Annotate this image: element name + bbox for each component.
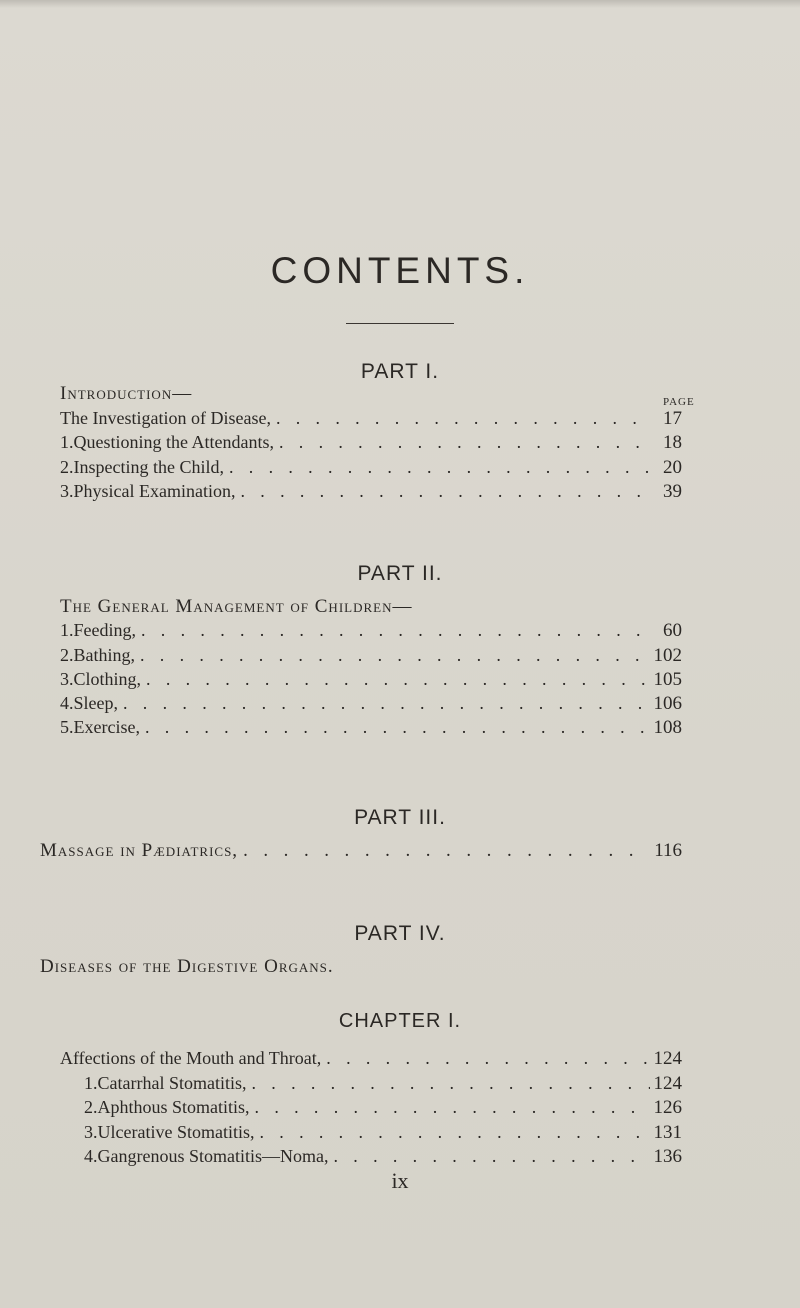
page-column-label: PAGE <box>663 396 695 408</box>
dot-leader <box>240 481 652 502</box>
toc-entry-number: 3. <box>84 1122 98 1142</box>
toc-entry[interactable] <box>84 1122 682 1148</box>
toc-entry-text: Feeding, <box>73 620 136 640</box>
toc-entry[interactable] <box>60 669 682 695</box>
dot-leader <box>140 645 650 666</box>
toc-entry-number: 1. <box>84 1073 98 1093</box>
toc-entry-page: 39 <box>663 481 682 502</box>
page-edge-shadow <box>0 0 800 8</box>
toc-entry-number: 4. <box>60 693 74 713</box>
dot-leader <box>123 693 650 714</box>
toc-entry-number: 2. <box>60 457 74 477</box>
toc-entry[interactable] <box>60 717 682 743</box>
toc-entry-text: Clothing, <box>73 669 142 689</box>
toc-entry-number: 1. <box>60 432 74 452</box>
toc-entry-text: Catarrhal Stomatitis, <box>97 1073 247 1093</box>
dot-leader <box>141 620 652 641</box>
toc-entry-number: 4. <box>84 1146 98 1166</box>
dot-leader <box>243 840 650 862</box>
toc-entry-text: The Investigation of Disease, <box>60 408 271 428</box>
toc-entry-page: 18 <box>663 432 682 453</box>
toc-entry[interactable] <box>60 408 682 434</box>
dot-leader <box>279 432 652 453</box>
toc-entry-text: Bathing, <box>73 645 135 665</box>
toc-entry-text: Aphthous Stomatitis, <box>97 1097 250 1117</box>
toc-entry[interactable] <box>60 432 682 458</box>
toc-entry-page: 124 <box>653 1048 682 1069</box>
toc-entry[interactable] <box>84 1097 682 1123</box>
dot-leader <box>326 1048 649 1069</box>
toc-entry-number: 3. <box>60 669 74 689</box>
contents-heading: CONTENTS. <box>270 250 530 291</box>
toc-entry[interactable] <box>60 1048 682 1074</box>
dot-leader <box>276 408 652 429</box>
toc-entry[interactable] <box>60 620 682 646</box>
toc-entry-text: Ulcerative Stomatitis, <box>97 1122 255 1142</box>
toc-entry-page: 108 <box>653 717 682 738</box>
dot-leader <box>333 1146 649 1167</box>
toc-entry[interactable] <box>60 481 682 507</box>
toc-entry-page: 102 <box>653 645 682 666</box>
toc-entry-text: Gangrenous Stomatitis—Noma, <box>97 1146 329 1166</box>
toc-entry-page: 131 <box>653 1122 682 1143</box>
toc-entry-text: Inspecting the Child, <box>73 457 224 477</box>
dot-leader <box>251 1073 649 1094</box>
toc-entry-page: 136 <box>653 1146 682 1167</box>
toc-entry-page: 17 <box>663 408 682 429</box>
page-folio: ix <box>391 1168 409 1193</box>
dot-leader <box>229 457 652 478</box>
toc-entry-number: 2. <box>60 645 74 665</box>
toc-entry-number: 3. <box>60 481 74 501</box>
part-4-title: PART IV. <box>354 922 446 945</box>
toc-entry-text: Questioning the Attendants, <box>73 432 274 452</box>
toc-entry-number: 5. <box>60 717 74 737</box>
heading-rule <box>346 323 454 324</box>
part-4-section-heading: Diseases of the Digestive Organs. <box>40 956 334 977</box>
dot-leader <box>259 1122 649 1143</box>
part-3-title: PART III. <box>354 806 446 829</box>
toc-entry[interactable] <box>60 645 682 671</box>
dot-leader <box>146 669 649 690</box>
toc-entry-text: Massage in Pædiatrics, <box>40 840 239 861</box>
toc-entry-page: 60 <box>663 620 682 641</box>
dot-leader <box>145 717 650 738</box>
toc-entry-page: 126 <box>653 1097 682 1118</box>
part-2-section-heading: The General Management of Children— <box>60 596 413 617</box>
toc-entry-page: 106 <box>653 693 682 714</box>
toc-entry-page: 124 <box>653 1073 682 1094</box>
toc-entry[interactable] <box>60 693 682 719</box>
part-1-title: PART I. <box>360 360 440 383</box>
toc-entry-number: 2. <box>84 1097 98 1117</box>
toc-entry-text: Exercise, <box>73 717 140 737</box>
toc-entry[interactable] <box>84 1073 682 1099</box>
toc-entry-number: 1. <box>60 620 74 640</box>
toc-entry-text: Affections of the Mouth and Throat, <box>60 1048 322 1068</box>
part-2-title: PART II. <box>357 562 443 585</box>
dot-leader <box>255 1097 650 1118</box>
toc-entry-text: Sleep, <box>73 693 118 713</box>
toc-entry[interactable] <box>40 840 682 866</box>
toc-entry-text: Physical Examination, <box>73 481 236 501</box>
toc-entry[interactable] <box>60 457 682 483</box>
toc-entry-page: 20 <box>663 457 682 478</box>
chapter-1-title: CHAPTER I. <box>338 1010 462 1032</box>
part-1-section-heading: Introduction— <box>60 383 193 404</box>
toc-entry-page: 105 <box>653 669 682 690</box>
toc-entry-page: 116 <box>654 840 682 861</box>
